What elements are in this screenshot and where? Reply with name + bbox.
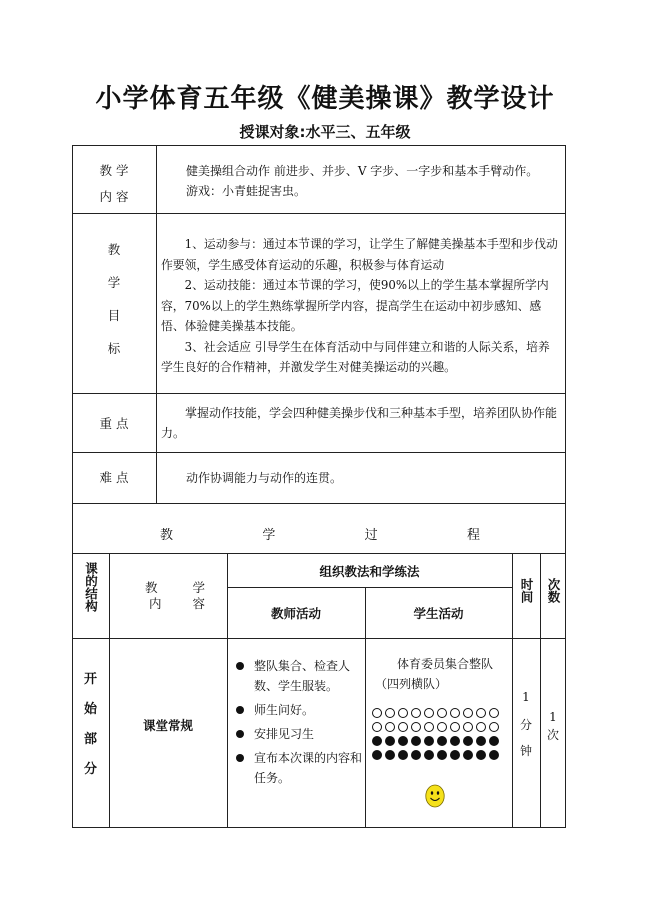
student-filled-circle	[437, 750, 447, 760]
content-header-char: 容	[192, 596, 205, 611]
student-filled-circle	[450, 750, 460, 760]
methods-header: 组织教法和学练法	[319, 564, 420, 579]
student-open-circle	[385, 708, 395, 718]
student-open-circle	[411, 722, 421, 732]
count-header	[540, 578, 566, 603]
student-filled-circle	[398, 736, 408, 746]
formation-diagram	[372, 708, 512, 764]
opening-section-char: 始	[83, 702, 97, 717]
key-points-label: 重 点	[99, 416, 129, 431]
teacher-activity-item	[232, 724, 362, 744]
student-open-circle	[398, 708, 408, 718]
student-filled-circle	[476, 750, 486, 760]
content-header-char: 内	[149, 596, 162, 611]
column-divider	[109, 553, 110, 828]
row-divider	[72, 553, 566, 554]
student-filled-circle	[411, 736, 421, 746]
difficulty-label: 难 点	[99, 470, 129, 485]
teacher-activity-header: 教师活动	[270, 606, 321, 621]
structure-header	[72, 562, 109, 612]
teacher-activity-text: 安排见习生	[254, 727, 315, 741]
formation-row	[372, 708, 512, 719]
bullet-icon	[236, 662, 244, 670]
objectives-label-char: 教	[107, 242, 121, 257]
count-value	[540, 708, 566, 744]
key-points-text	[161, 403, 561, 443]
document-title: 小学体育五年级《健美操课》教学设计	[95, 84, 555, 114]
row-divider	[72, 213, 566, 214]
objective-item: 1、运动参与：通过本节课的学习，让学生了解健美操基本手型和步伐动作要领，学生感受体育运动的乐趣，积极参与体育运动	[161, 237, 558, 272]
opening-section-char: 部	[83, 732, 97, 747]
content-header-char: 教	[145, 580, 158, 595]
student-open-circle	[437, 708, 447, 718]
content-text	[186, 161, 562, 201]
formation-row	[372, 722, 512, 733]
difficulty-text: 动作协调能力与动作的连贯。	[186, 471, 343, 485]
teacher-activity-text: 整队集合、检查人数、学生服装。	[254, 659, 351, 693]
student-open-circle	[476, 708, 486, 718]
row-divider	[72, 638, 566, 639]
student-filled-circle	[411, 750, 421, 760]
time-char: 钟	[519, 744, 532, 758]
content-header	[145, 580, 205, 612]
structure-header-text: 课的结构	[83, 562, 99, 612]
column-divider	[365, 587, 366, 828]
process-header-char: 程	[466, 528, 480, 543]
student-open-circle	[463, 708, 473, 718]
student-open-circle	[437, 722, 447, 732]
student-open-circle	[385, 722, 395, 732]
student-filled-circle	[372, 750, 382, 760]
student-filled-circle	[398, 750, 408, 760]
student-open-circle	[372, 708, 382, 718]
student-filled-circle	[476, 736, 486, 746]
row-divider	[72, 503, 566, 504]
student-filled-circle	[463, 750, 473, 760]
objectives-text	[161, 234, 561, 378]
opening-content: 课堂常规	[142, 718, 193, 733]
student-open-circle	[450, 722, 460, 732]
student-filled-circle	[489, 750, 499, 760]
student-open-circle	[411, 708, 421, 718]
teacher-activity-item	[232, 748, 362, 788]
row-divider	[227, 587, 512, 588]
bullet-icon	[236, 730, 244, 738]
formation-row	[372, 750, 512, 761]
opening-section-label	[72, 668, 109, 788]
row-divider	[72, 452, 566, 453]
objectives-label	[72, 240, 156, 372]
column-divider	[227, 553, 228, 828]
count-header-text: 次数	[546, 578, 561, 603]
student-filled-circle	[463, 736, 473, 746]
student-filled-circle	[372, 736, 382, 746]
time-header-text: 时间	[519, 578, 534, 603]
student-filled-circle	[385, 736, 395, 746]
teacher-activity-text: 宣布本次课的内容和任务。	[254, 751, 363, 785]
process-header-char: 教	[160, 528, 174, 543]
student-open-circle	[463, 722, 473, 732]
document-subtitle: 授课对象:水平三、五年级	[239, 123, 411, 141]
time-char: 1	[522, 690, 530, 704]
student-open-circle	[424, 722, 434, 732]
student-filled-circle	[385, 750, 395, 760]
key-points-paragraph: 掌握动作技能，学会四种健美操步伐和三种基本手型，培养团队协作能力。	[161, 406, 558, 440]
time-value	[512, 690, 540, 768]
process-header-char: 过	[364, 528, 378, 543]
process-header-char: 学	[262, 528, 276, 543]
time-char: 分	[519, 718, 532, 732]
row-divider	[72, 393, 566, 394]
objective-item: 3、社会适应 引导学生在体育活动中与同伴建立和谐的人际关系，培养学生良好的合作精神，并激发学生对健美操运动的兴趣。	[161, 339, 550, 374]
student-activity-line: 体育委员集合整队	[397, 657, 494, 671]
bullet-icon	[236, 706, 244, 714]
process-header	[160, 524, 480, 543]
student-open-circle	[372, 722, 382, 732]
objective-item: 2、运动技能：通过本节课的学习，使90%以上的学生基本掌握所学内容，70%以上的学生熟练掌握所学内容，提高学生在运动中初步感知、感悟、体验健美操基本技能。	[161, 278, 549, 333]
content-line: 游戏：小青蛙捉害虫。	[186, 184, 307, 198]
student-open-circle	[424, 708, 434, 718]
student-open-circle	[489, 708, 499, 718]
student-open-circle	[476, 722, 486, 732]
student-activity-text	[375, 654, 510, 694]
opening-section-char: 开	[83, 672, 97, 687]
student-open-circle	[450, 708, 460, 718]
content-header-char: 学	[192, 580, 205, 595]
column-divider	[156, 145, 157, 503]
teacher-activity-list	[232, 656, 362, 792]
teacher-activity-item	[232, 656, 362, 696]
opening-section-char: 分	[83, 762, 97, 777]
student-open-circle	[398, 722, 408, 732]
student-activity-line: （四列横队）	[375, 677, 448, 691]
student-filled-circle	[489, 736, 499, 746]
smiley-face-icon	[425, 784, 445, 808]
time-header	[512, 578, 540, 603]
student-activity-header: 学生活动	[413, 606, 464, 621]
student-filled-circle	[424, 736, 434, 746]
student-filled-circle	[437, 736, 447, 746]
objectives-label-char: 目	[107, 308, 121, 323]
student-filled-circle	[424, 750, 434, 760]
content-line: 健美操组合动作 前进步、并步、V 字步、一字步和基本手臂动作。	[186, 164, 539, 178]
student-filled-circle	[450, 736, 460, 746]
bullet-icon	[236, 754, 244, 762]
teacher-activity-item	[232, 700, 362, 720]
objectives-label-char: 标	[107, 341, 121, 356]
teacher-activity-text: 师生问好。	[254, 703, 315, 717]
formation-row	[372, 736, 512, 747]
count-value-text: 1次	[546, 710, 559, 742]
objectives-label-char: 学	[107, 275, 121, 290]
student-open-circle	[489, 722, 499, 732]
content-label: 教 学 内 容	[99, 163, 129, 204]
